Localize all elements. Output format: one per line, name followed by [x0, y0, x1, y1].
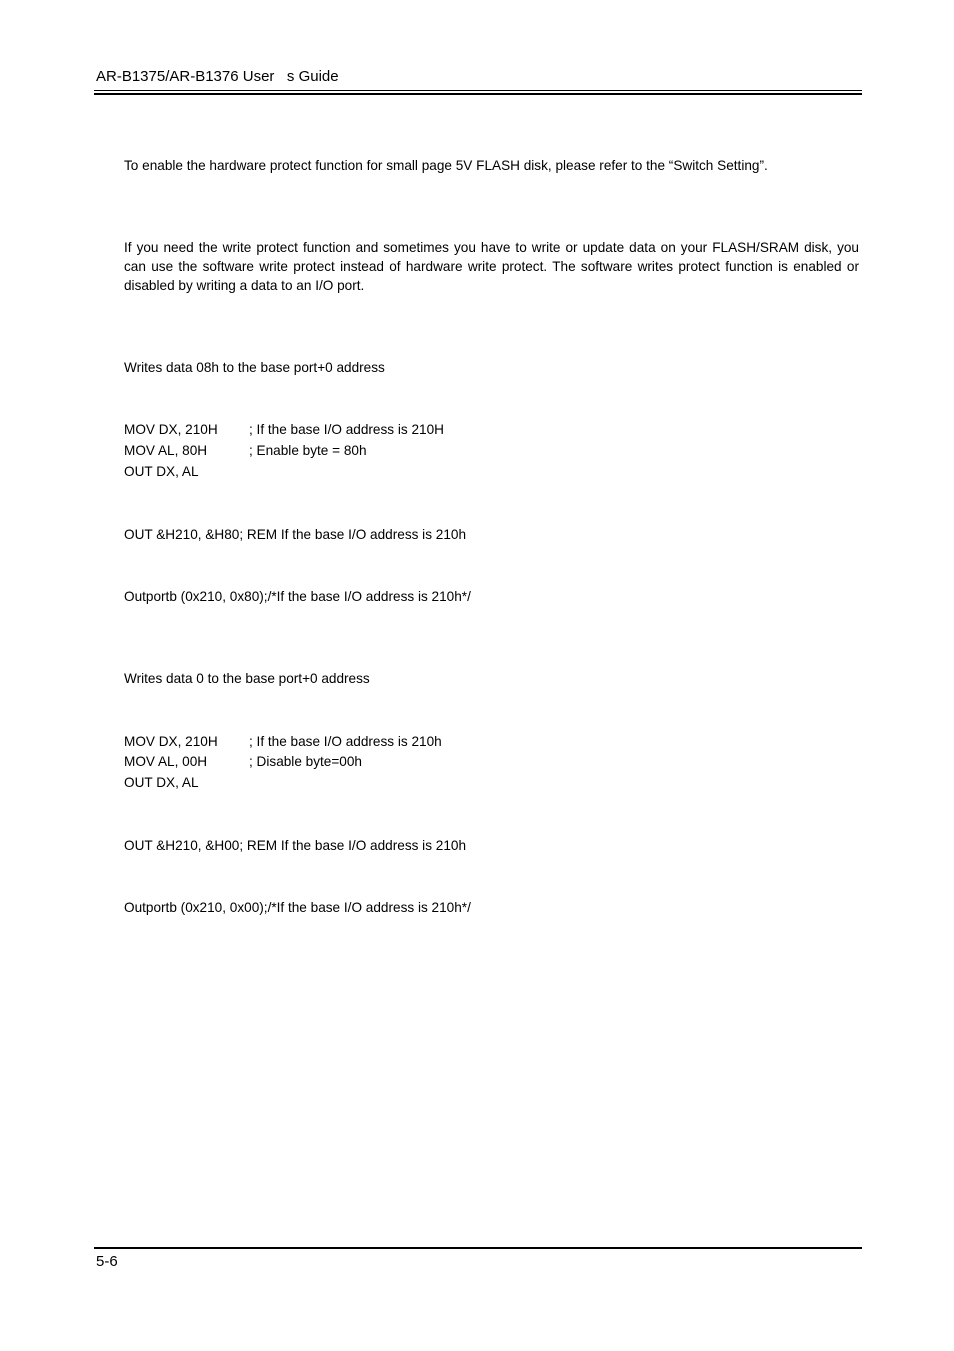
- running-header-title: AR-B1375/AR-B1376 User s Guide: [96, 68, 339, 85]
- enable-asm-line: [124, 441, 367, 461]
- asm-instruction: MOV AL, 80H: [124, 443, 208, 458]
- asm-comment: ; Enable byte = 80h: [249, 443, 367, 458]
- disable-description: Writes data 0 to the base port+0 address: [124, 671, 370, 686]
- disable-c-code: Outportb (0x210, 0x00);/*If the base I/O address is 210h*/: [124, 900, 471, 915]
- asm-instruction: OUT DX, AL: [124, 775, 199, 790]
- enable-asm-line: [124, 420, 444, 440]
- asm-instruction: MOV AL, 00H: [124, 754, 208, 769]
- page-number: 5-6: [96, 1253, 118, 1270]
- enable-asm-line: [124, 462, 249, 482]
- software-protect-paragraph: If you need the write protect function and sometimes you have to write or update data on your FLASH/SRAM disk, you can use the software write protect instead of hardware write protect. The software writes protect function is enabled or disabled by writing a data to an I/O port.: [124, 240, 859, 293]
- disable-asm-line: [124, 773, 249, 793]
- asm-comment: ; If the base I/O address is 210H: [249, 422, 444, 437]
- header-divider-thin: [94, 90, 862, 91]
- header-divider-thick: [94, 93, 862, 95]
- enable-c-code: Outportb (0x210, 0x80);/*If the base I/O address is 210h*/: [124, 589, 471, 604]
- disable-basic-code: OUT &H210, &H00; REM If the base I/O address is 210h: [124, 838, 467, 853]
- hardware-protect-note: To enable the hardware protect function for small page 5V FLASH disk, please refer to the “Switch Setting”.: [124, 158, 768, 173]
- disable-asm-line: [124, 732, 442, 752]
- asm-instruction: MOV DX, 210H: [124, 422, 218, 437]
- footer-divider: [94, 1247, 862, 1249]
- asm-instruction: OUT DX, AL: [124, 464, 199, 479]
- enable-basic-code: OUT &H210, &H80; REM If the base I/O address is 210h: [124, 527, 467, 542]
- disable-asm-line: [124, 752, 362, 772]
- asm-comment: ; Disable byte=00h: [249, 754, 362, 769]
- asm-instruction: MOV DX, 210H: [124, 734, 218, 749]
- enable-description: Writes data 08h to the base port+0 address: [124, 360, 385, 375]
- asm-comment: ; If the base I/O address is 210h: [249, 734, 442, 749]
